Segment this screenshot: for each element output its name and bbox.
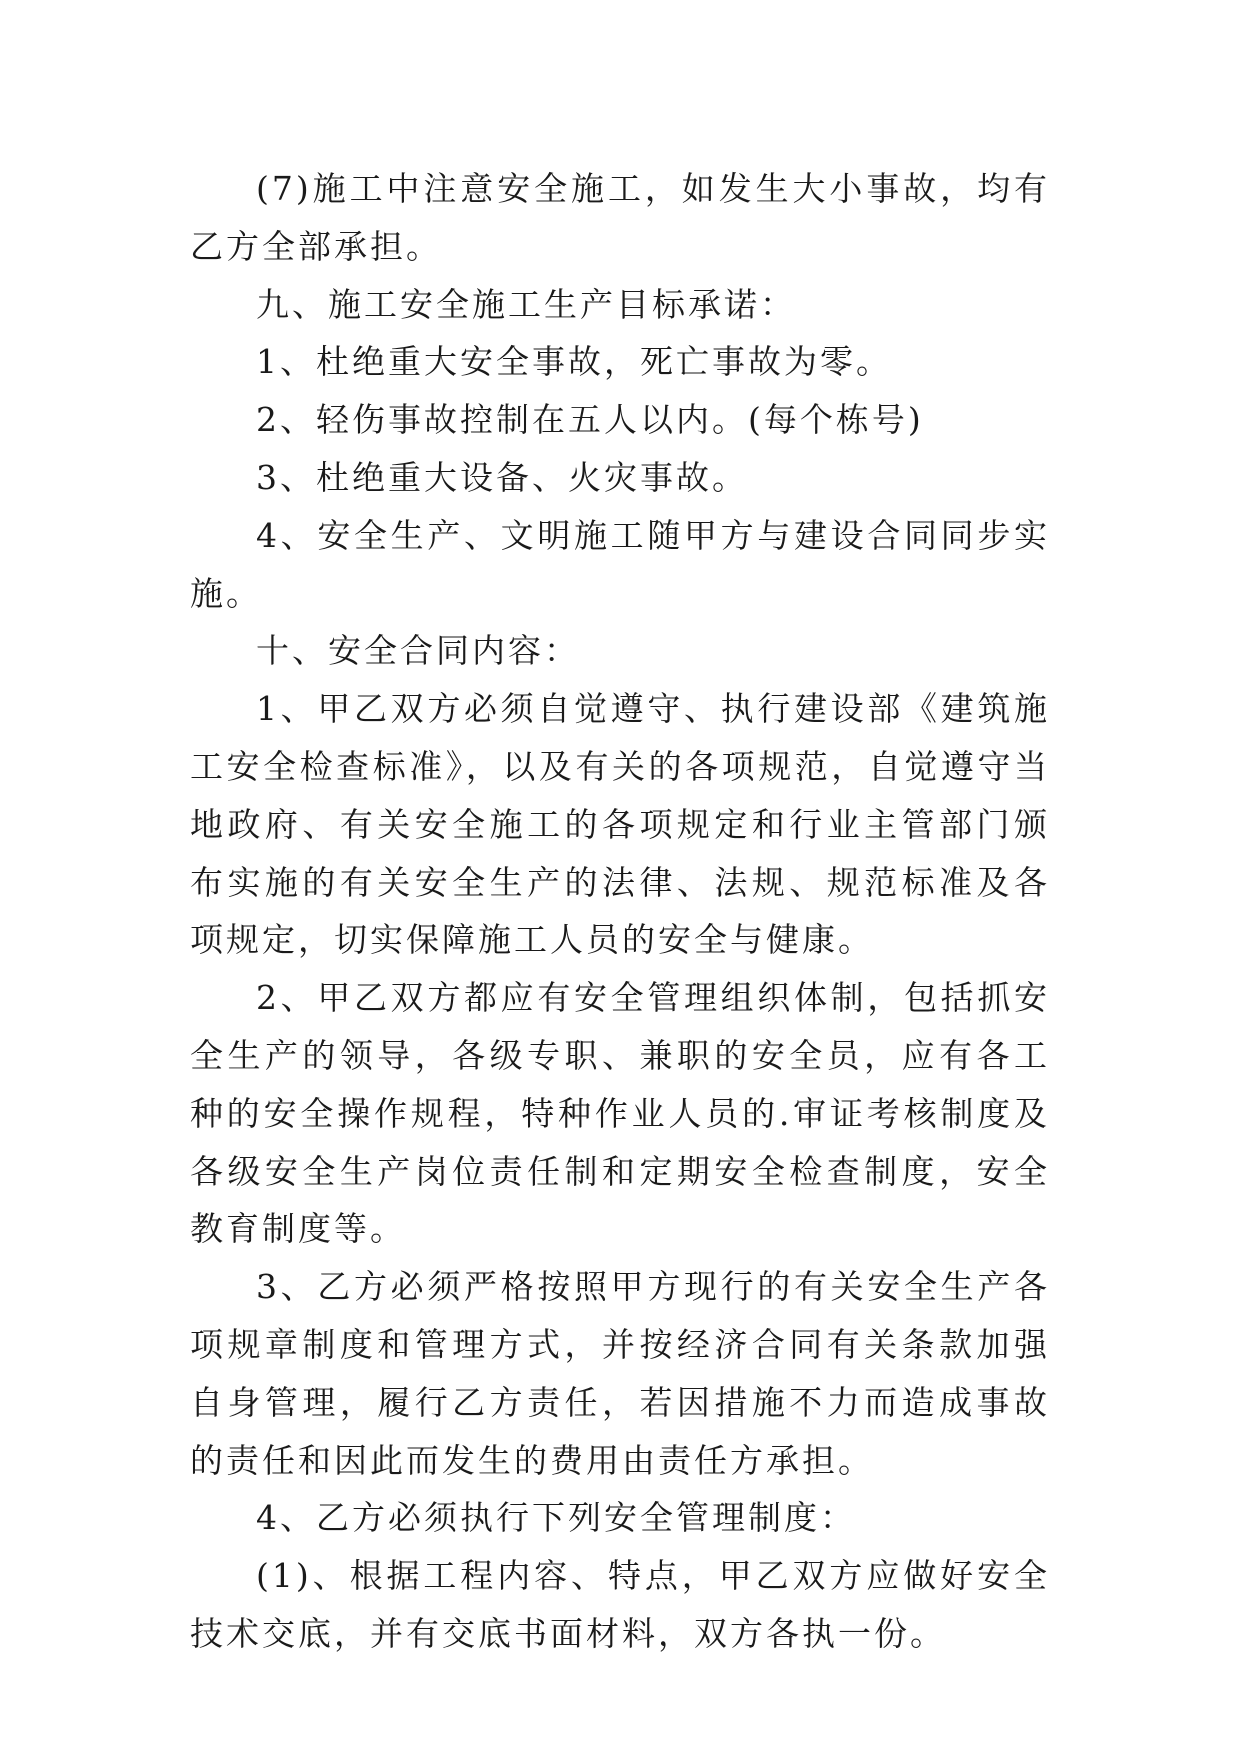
section-heading-contract-content: 十、安全合同内容： <box>256 631 580 671</box>
contract-item-4: 4、乙方必须执行下列安全管理制度： <box>256 1498 856 1538</box>
goal-item-4: 4、安全生产、文明施工随甲方与建设合同同步实施。 <box>190 515 1050 613</box>
contract-item-2: 2、甲乙双方都应有安全管理组织体制，包括抓安全生产的领导，各级专职、兼职的安全员，应有各工种的安全操作规程，特种作业人员的.审证考核制度及各级安全生产岗位责任制和定期安全检查制度，安全教育制度等。 <box>190 978 1050 1249</box>
goal-item-2: 2、轻伤事故控制在五人以内。(每个栋号) <box>256 400 924 440</box>
document-body <box>190 160 1050 1663</box>
goal-item-1: 1、杜绝重大安全事故，死亡事故为零。 <box>256 342 892 382</box>
goal-item-3: 3、杜绝重大设备、火灾事故。 <box>256 457 748 497</box>
section-heading-safety-goals: 九、施工安全施工生产目标承诺： <box>256 284 796 324</box>
contract-item-1: 1、甲乙双方必须自觉遵守、执行建设部《建筑施工安全检查标准》，以及有关的各项规范，自觉遵守当地政府、有关安全施工的各项规定和行业主管部门颁布实施的有关安全生产的法律、法规、规范标准及各项规定，切实保障施工人员的安全与健康。 <box>190 689 1050 960</box>
contract-item-3: 3、乙方必须严格按照甲方现行的有关安全生产各项规章制度和管理方式，并按经济合同有关条款加强自身管理，履行乙方责任，若因措施不力而造成事故的责任和因此而发生的费用由责任方承担。 <box>190 1267 1050 1480</box>
contract-subitem-1: (1)、根据工程内容、特点，甲乙双方应做好安全技术交底，并有交底书面材料，双方各执一份。 <box>190 1556 1050 1653</box>
paragraph-accident-responsibility: (7)施工中注意安全施工，如发生大小事故，均有乙方全部承担。 <box>190 169 1050 266</box>
